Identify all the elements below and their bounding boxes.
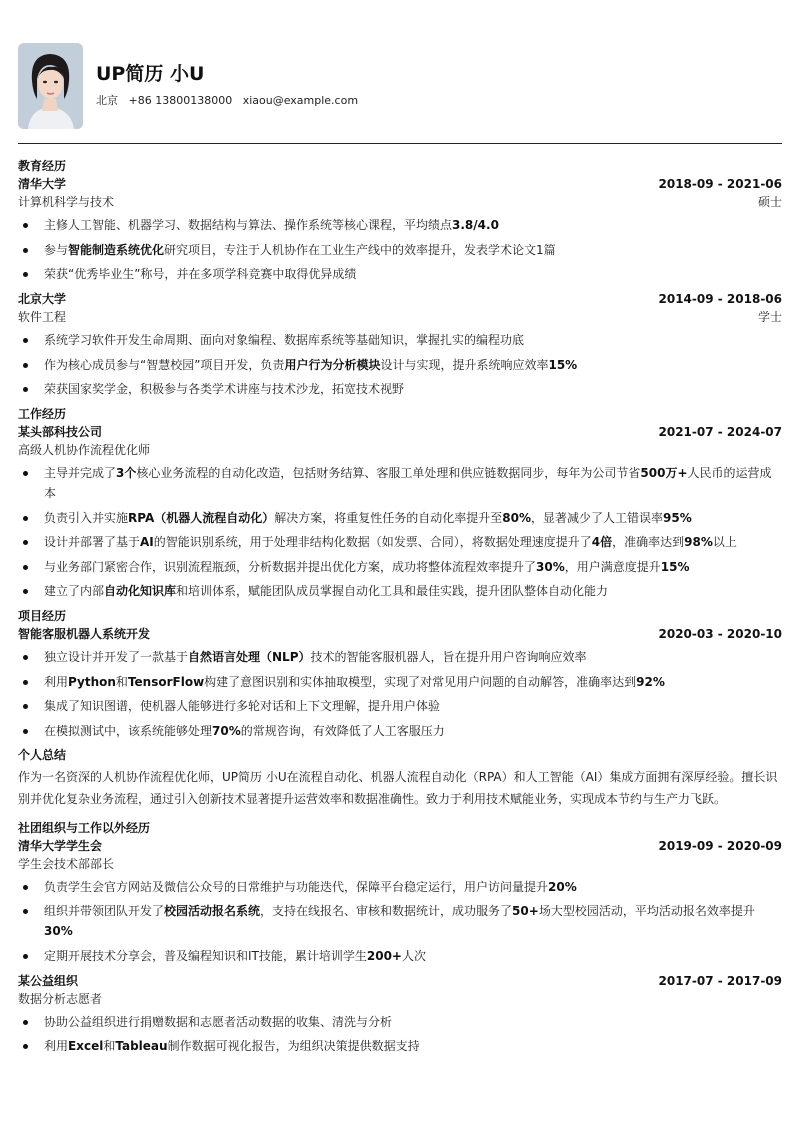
entry-date: 2017-07 - 2017-09 bbox=[658, 973, 782, 988]
bullet-list bbox=[18, 1012, 782, 1057]
person-photo-icon bbox=[18, 43, 83, 129]
education-entry bbox=[18, 175, 782, 284]
list-item: 负责引入并实施RPA（机器人流程自动化）解决方案，将重复性任务的自动化率提升至80%，显著减少了人工错误率95% bbox=[18, 508, 782, 528]
contact-email[interactable]: xiaou@example.com bbox=[242, 94, 359, 108]
company-name: 某头部科技公司 bbox=[18, 425, 103, 439]
list-item: 与业务部门紧密合作，识别流程瓶颈，分析数据并提出优化方案，成功将整体流程效率提升了30%，用户满意度提升15% bbox=[18, 557, 782, 577]
list-item: 利用Excel和Tableau制作数据可视化报告，为组织决策提供数据支持 bbox=[18, 1036, 782, 1056]
bullet-list bbox=[18, 215, 782, 284]
activity-role: 学生会技术部部长 bbox=[18, 856, 115, 871]
major: 软件工程 bbox=[18, 310, 67, 324]
list-item: 主导并完成了3个核心业务流程的自动化改造，包括财务结算、客服工单处理和供应链数据同步，每年为公司节省500万+人民币的运营成本 bbox=[18, 463, 782, 503]
bullet-list bbox=[18, 877, 782, 966]
entry-date: 2014-09 - 2018-06 bbox=[658, 292, 782, 306]
list-item: 在模拟测试中，该系统能够处理70%的常规咨询，有效降低了人工客服压力 bbox=[18, 721, 782, 741]
entry-date: 2018-09 - 2021-06 bbox=[658, 177, 782, 191]
summary-text: 作为一名资深的人机协作流程优化师，UP简历 小U在流程自动化、机器人流程自动化（RPA）和人工智能（AI）集成方面拥有深厚经验。擅长识别并优化复杂业务流程，通过引入创新技术显著提升运营效率和数据准确性。致力于利用技术赋能业务，实现成本节约与生产力飞跃。 bbox=[18, 769, 778, 806]
list-item: 参与智能制造系统优化研究项目，专注于人机协作在工业生产线中的效率提升，发表学术论文1篇 bbox=[18, 240, 782, 260]
list-item: 设计并部署了基于AI的智能识别系统，用于处理非结构化数据（如发票、合同），将数据处理速度提升了4倍，准确率达到98%以上 bbox=[18, 532, 782, 552]
contact-phone: +86 13800138000 bbox=[128, 94, 233, 108]
activity-entry bbox=[18, 837, 782, 966]
section-title: 工作经历 bbox=[18, 407, 67, 421]
contact-line bbox=[96, 93, 365, 110]
section-title: 社团组织与工作以外经历 bbox=[18, 820, 151, 835]
list-item: 独立设计并开发了一款基于自然语言处理（NLP）技术的智能客服机器人，旨在提升用户咨询响应效率 bbox=[18, 647, 782, 667]
candidate-name: UP简历 小U bbox=[96, 63, 205, 86]
job-title: 高级人机协作流程优化师 bbox=[18, 443, 151, 457]
degree: 硕士 bbox=[757, 195, 782, 209]
project-entry bbox=[18, 625, 782, 741]
header-divider bbox=[18, 143, 782, 144]
section-summary bbox=[18, 747, 782, 810]
list-item: 协助公益组织进行捐赠数据和志愿者活动数据的收集、清洗与分析 bbox=[18, 1012, 782, 1032]
list-item: 荣获“优秀毕业生”称号，并在多项学科竞赛中取得优异成绩 bbox=[18, 264, 782, 284]
bullet-list bbox=[18, 330, 782, 399]
degree: 学士 bbox=[757, 310, 782, 324]
section-projects bbox=[18, 608, 782, 741]
section-title: 项目经历 bbox=[18, 609, 67, 623]
list-item: 荣获国家奖学金，积极参与各类学术讲座与技术沙龙，拓宽技术视野 bbox=[18, 379, 782, 399]
list-item: 系统学习软件开发生命周期、面向对象编程、数据库系统等基础知识，掌握扎实的编程功底 bbox=[18, 330, 782, 350]
list-item: 利用Python和TensorFlow构建了意图识别和实体抽取模型，实现了对常见用户问题的自动解答，准确率达到92% bbox=[18, 672, 782, 692]
major: 计算机科学与技术 bbox=[18, 195, 115, 209]
activity-entry bbox=[18, 972, 782, 1057]
organization-name: 某公益组织 bbox=[18, 973, 79, 988]
education-entry bbox=[18, 290, 782, 399]
section-title: 教育经历 bbox=[18, 159, 67, 173]
work-entry bbox=[18, 423, 782, 601]
bullet-list bbox=[18, 463, 782, 601]
list-item: 建立了内部自动化知识库和培训体系，赋能团队成员掌握自动化工具和最佳实践，提升团队整体自动化能力 bbox=[18, 581, 782, 601]
list-item: 作为核心成员参与“智慧校园”项目开发，负责用户行为分析模块设计与实现，提升系统响应效率15% bbox=[18, 355, 782, 375]
school-name: 清华大学 bbox=[18, 177, 67, 191]
list-item: 集成了知识图谱，使机器人能够进行多轮对话和上下文理解，提升用户体验 bbox=[18, 696, 782, 716]
section-education bbox=[18, 158, 782, 399]
list-item: 组织并带领团队开发了校园活动报名系统，支持在线报名、审核和数据统计，成功服务了50+场大型校园活动，平均活动报名效率提升30% bbox=[18, 901, 782, 941]
list-item: 负责学生会官方网站及微信公众号的日常维护与功能迭代，保障平台稳定运行，用户访问量提升20% bbox=[18, 877, 782, 897]
list-item: 定期开展技术分享会，普及编程知识和IT技能，累计培训学生200+人次 bbox=[18, 946, 782, 966]
bullet-list bbox=[18, 647, 782, 741]
section-title: 个人总结 bbox=[18, 747, 67, 762]
list-item: 主修人工智能、机器学习、数据结构与算法、操作系统等核心课程，平均绩点3.8/4.0 bbox=[18, 215, 782, 235]
entry-date: 2019-09 - 2020-09 bbox=[658, 838, 782, 853]
organization-name: 清华大学学生会 bbox=[18, 838, 103, 853]
resume-header bbox=[18, 43, 782, 129]
contact-city: 北京 bbox=[96, 94, 118, 108]
section-activities bbox=[18, 820, 782, 1057]
entry-date: 2020-03 - 2020-10 bbox=[658, 627, 782, 641]
entry-date: 2021-07 - 2024-07 bbox=[658, 425, 782, 439]
activity-role: 数据分析志愿者 bbox=[18, 991, 103, 1006]
project-name: 智能客服机器人系统开发 bbox=[18, 627, 151, 641]
school-name: 北京大学 bbox=[18, 292, 67, 306]
section-work bbox=[18, 406, 782, 601]
